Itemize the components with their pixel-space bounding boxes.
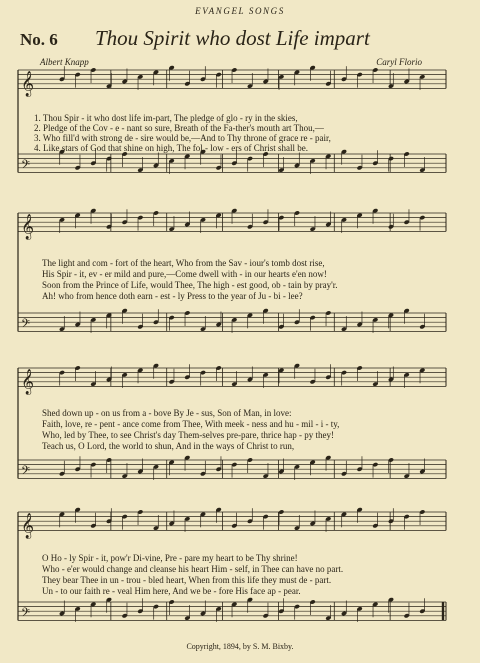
bass-clef-icon: 𝄢 xyxy=(21,317,31,334)
lyric-line: 3. Who fill'd with strong de - sire would be,—And to Thy throne of grace re - pair, xyxy=(34,133,331,143)
lyric-line: Shed down up - on us from a - bove By Je - sus, Son of Man, in love: xyxy=(42,408,292,418)
composer-credit: Caryl Florio xyxy=(376,57,422,67)
lyric-line: 2. Pledge of the Cov - e - nant so sure, Breath of the Fa-ther's mouth art Thou,— xyxy=(34,123,324,133)
lyric-line: 1. Thou Spir - it who dost life im-part, The pledge of glo - ry in the skies, xyxy=(34,113,298,123)
treble-clef-icon: 𝄞 xyxy=(21,71,35,97)
lyric-line: O Ho - ly Spir - it, pow'r Di-vine, Pre - pare my heart to be Thy shrine! xyxy=(42,553,298,563)
treble-clef-icon: 𝄞 xyxy=(21,369,35,395)
hymn-number: No. 6 xyxy=(20,30,58,49)
hymn-title: Thou Spirit who dost Life impart xyxy=(95,26,370,50)
lyric-line: Who, led by Thee, to see Christ's day Them-selves pre-pare, thrice hap - py they! xyxy=(42,430,334,440)
lyric-line: Ah! who from hence doth earn - est - ly Press to the year of Ju - bi - lee? xyxy=(42,291,303,301)
bass-clef-icon: 𝄢 xyxy=(21,606,31,623)
bass-clef-icon: 𝄢 xyxy=(21,464,31,481)
lyric-line: 4. Like stars of God that shine on high, The fol - low - ers of Christ shall be. xyxy=(34,143,309,153)
lyric-line: Un - to our faith re - veal Him here, And we be - fore His face ap - pear. xyxy=(42,586,301,596)
treble-clef-icon: 𝄞 xyxy=(21,513,35,539)
lyric-line: Soon from the Prince of Life, would Thee, The high - est good, ob - tain by pray'r. xyxy=(42,280,338,290)
treble-clef-icon: 𝄞 xyxy=(21,214,35,240)
running-title: EVANGEL SONGS xyxy=(195,6,285,16)
lyricist-credit: Albert Knapp xyxy=(40,57,89,67)
lyric-line: His Spir - it, ev - er mild and pure,—Come dwell with - in our hearts e'en now! xyxy=(42,269,327,279)
lyric-line: Faith, love, re - pent - ance come from Thee, With meek - ness and hu - mil - i - ty, xyxy=(42,419,340,429)
lyric-line: Teach us, O Lord, the world to shun, And in the ways of Christ to run, xyxy=(42,441,295,451)
copyright-notice: Copyright, 1894, by S. M. Bixby. xyxy=(186,642,294,651)
bass-clef-icon: 𝄢 xyxy=(21,158,31,175)
lyric-line: Who - e'er would change and cleanse his heart Him - self, in Thee can have no part. xyxy=(42,564,344,574)
lyric-line: They bear Thee in un - trou - bled heart, When from this life they must de - part. xyxy=(42,575,332,585)
lyric-line: The light and com - fort of the heart, Who from the Sav - iour's tomb dost rise, xyxy=(42,258,325,268)
